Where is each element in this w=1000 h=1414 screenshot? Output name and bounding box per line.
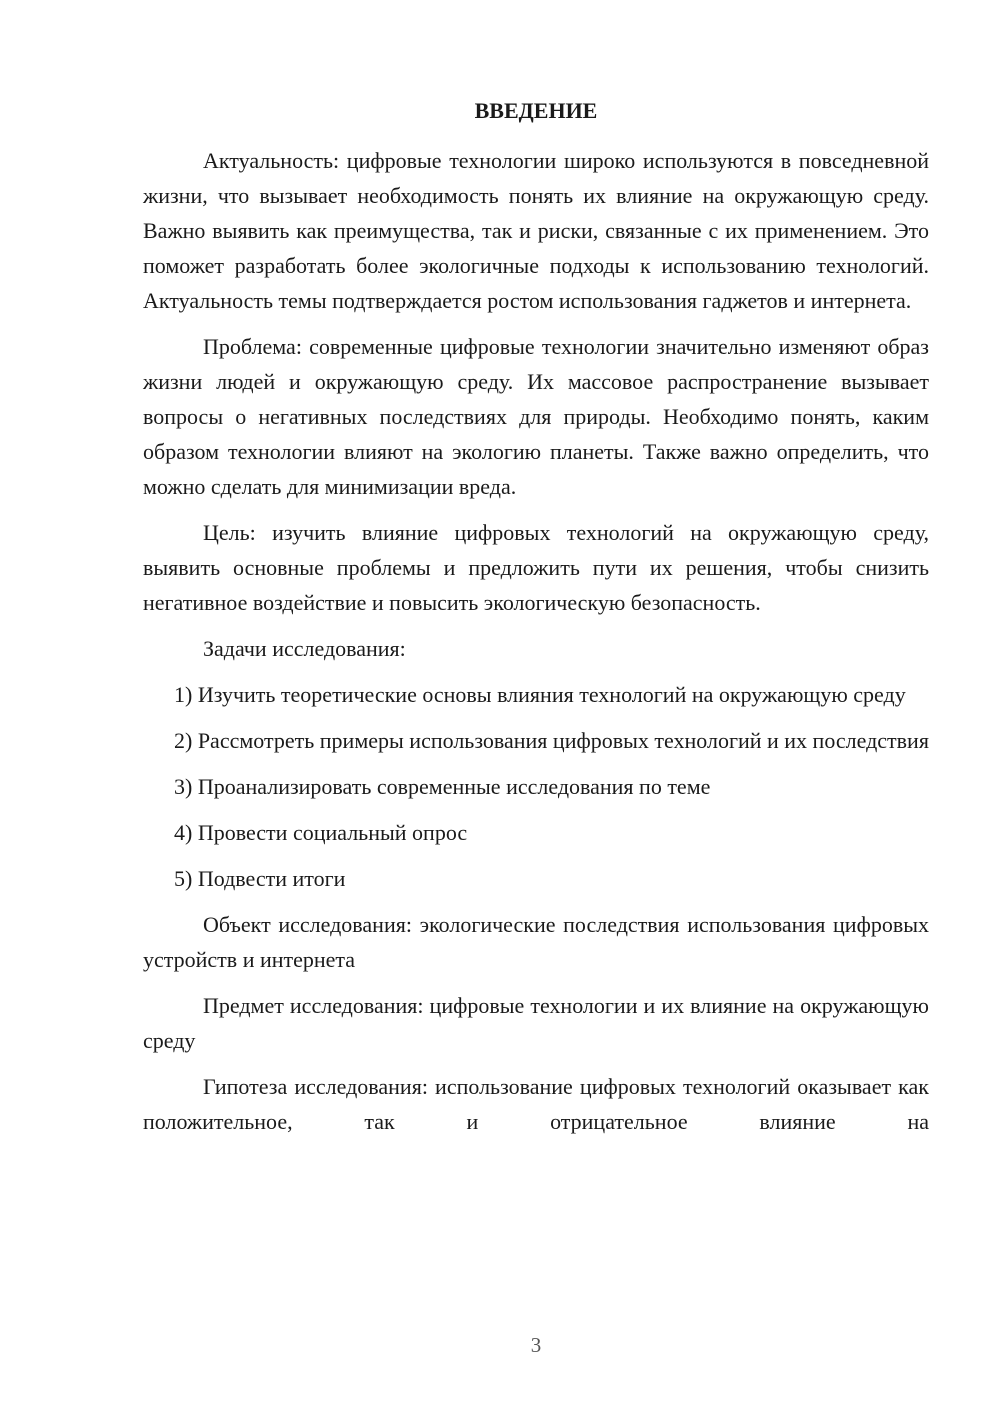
paragraph-goal: Цель: изучить влияние цифровых технологий на окружающую среду, выявить основные проблемы и предложить пути их решения, чтобы снизить негативное воздействие и повысить экологическую безопасность. xyxy=(143,520,929,615)
paragraph-object: Объект исследования: экологические последствия использования цифровых устройств и интернета xyxy=(143,912,929,972)
section-heading: ВВЕДЕНИЕ xyxy=(474,98,598,123)
tasks-list xyxy=(143,677,929,896)
list-item: 1) Изучить теоретические основы влияния технологий на окружающую среду xyxy=(174,682,906,707)
paragraph-tasks-intro: Задачи исследования: xyxy=(203,636,406,661)
paragraph-subject: Предмет исследования: цифровые технологии и их влияние на окружающую среду xyxy=(143,993,929,1053)
page-number: 3 xyxy=(530,1333,542,1357)
paragraph-problem: Проблема: современные цифровые технологии значительно изменяют образ жизни людей и окружающую среду. Их массовое распространение вызывает вопросы о негативных последствиях для природы. Необходимо понять, каким образом технологии влияют на экологию планеты. Также важно определить, что можно сделать для минимизации вреда. xyxy=(143,334,929,499)
body-text xyxy=(143,143,929,1150)
paragraph-hypothesis: Гипотеза исследования: использование цифровых технологий оказывает как положительное, так и отрицательное влияние на xyxy=(143,1074,929,1134)
list-item: 3) Проанализировать современные исследования по теме xyxy=(174,774,711,799)
list-item: 5) Подвести итоги xyxy=(174,866,346,891)
list-item: 4) Провести социальный опрос xyxy=(174,820,468,845)
paragraph-relevance: Актуальность: цифровые технологии широко используются в повседневной жизни, что вызывает необходимость понять их влияние на окружающую среду. Важно выявить как преимущества, так и риски, связанные с их применением. Это поможет разработать более экологичные подходы к использованию технологий. Актуальность темы подтверждается ростом использования гаджетов и интернета. xyxy=(143,148,929,313)
list-item: 2) Рассмотреть примеры использования цифровых технологий и их последствия xyxy=(174,728,929,753)
